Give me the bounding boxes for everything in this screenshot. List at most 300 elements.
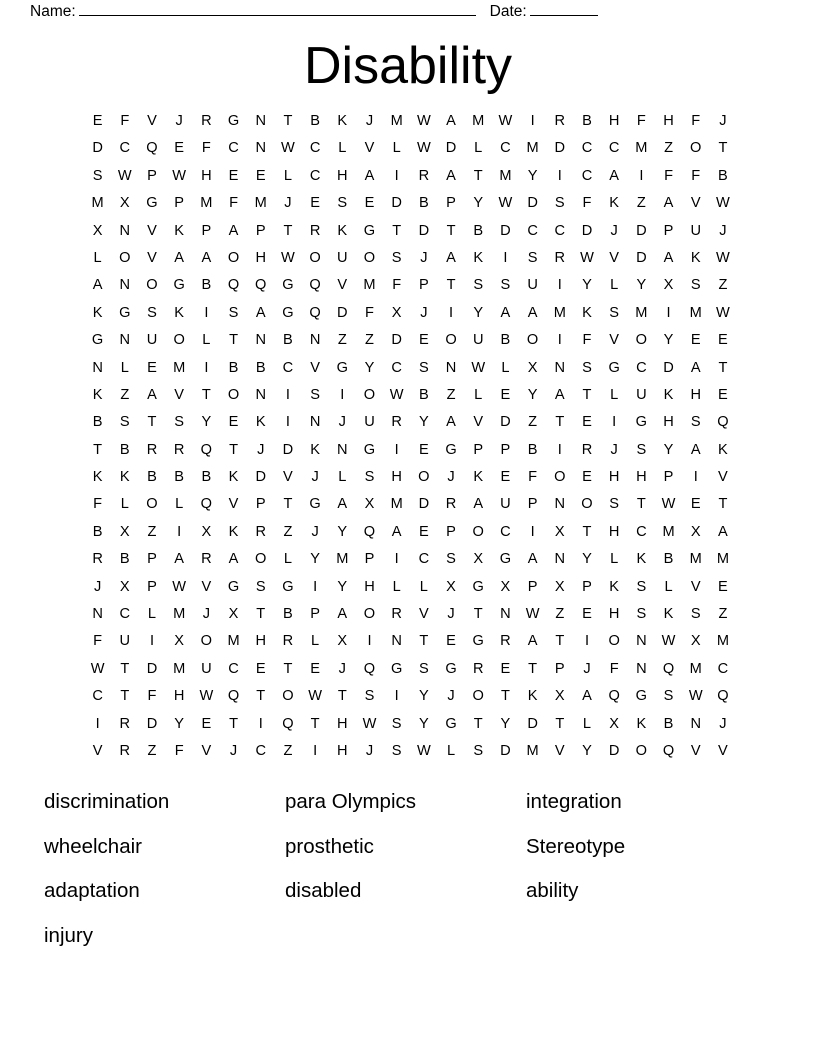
grid-letter[interactable]: B [255,359,266,376]
grid-letter[interactable]: O [227,249,240,266]
grid-letter[interactable]: E [718,578,728,595]
grid-letter[interactable]: J [338,414,346,431]
grid-letter[interactable]: D [337,304,348,321]
grid-letter[interactable]: P [527,496,538,513]
grid-letter[interactable]: A [527,633,538,650]
grid-letter[interactable]: D [500,742,511,759]
grid-letter[interactable]: T [582,523,592,540]
grid-letter[interactable]: I [557,441,562,458]
grid-letter[interactable]: R [119,715,131,732]
grid-letter[interactable]: N [119,332,131,349]
grid-letter[interactable]: I [204,359,209,376]
grid-letter[interactable]: L [93,249,102,266]
grid-letter[interactable]: W [416,113,431,129]
grid-letter[interactable]: B [119,551,130,568]
grid-letter[interactable]: H [663,113,674,129]
grid-letter[interactable]: E [582,414,592,431]
grid-letter[interactable]: T [147,414,157,431]
grid-letter[interactable]: C [527,222,538,239]
grid-letter[interactable]: O [363,386,376,403]
grid-letter[interactable]: P [554,660,565,677]
grid-letter[interactable]: T [201,386,211,403]
grid-letter[interactable]: Z [147,523,157,540]
word-list-item[interactable]: disabled [285,879,362,902]
grid-letter[interactable]: H [364,578,375,595]
grid-letter[interactable]: I [557,332,562,349]
grid-letter[interactable]: D [500,222,511,239]
grid-letter[interactable]: W [716,249,730,266]
grid-letter[interactable]: O [445,332,457,349]
grid-letter[interactable]: J [93,578,102,595]
grid-letter[interactable]: V [201,578,212,595]
grid-letter[interactable]: E [174,140,185,157]
grid-letter[interactable]: C [282,359,294,376]
grid-letter[interactable]: G [146,195,158,212]
grid-letter[interactable]: Y [418,414,429,431]
grid-letter[interactable]: Y [582,742,592,759]
grid-letter[interactable]: W [416,742,431,759]
grid-letter[interactable]: B [418,386,429,403]
grid-letter[interactable]: C [391,359,402,376]
grid-letter[interactable]: Y [418,715,429,732]
grid-letter[interactable]: W [308,688,322,705]
grid-letter[interactable]: Z [337,332,347,349]
grid-letter[interactable]: A [609,167,620,184]
grid-letter[interactable]: I [449,304,454,321]
grid-letter[interactable]: E [255,660,266,677]
grid-letter[interactable]: W [117,167,132,184]
grid-letter[interactable]: B [174,469,185,486]
grid-letter[interactable]: A [228,551,239,568]
grid-letter[interactable]: T [473,606,483,623]
grid-letter[interactable]: A [337,496,348,513]
grid-letter[interactable]: J [420,249,428,266]
grid-letter[interactable]: T [636,496,646,513]
grid-letter[interactable]: T [283,222,293,239]
grid-letter[interactable]: T [473,715,483,732]
grid-letter[interactable]: N [636,660,647,677]
grid-letter[interactable]: Y [364,359,375,376]
grid-letter[interactable]: E [92,113,103,129]
grid-letter[interactable]: V [554,742,565,759]
grid-letter[interactable]: R [391,414,402,431]
grid-letter[interactable]: A [473,496,484,513]
grid-letter[interactable]: W [471,359,486,376]
word-search-grid[interactable] [84,108,736,765]
grid-letter[interactable]: F [201,140,211,157]
grid-letter[interactable]: J [257,441,265,458]
grid-letter[interactable]: R [282,633,294,650]
grid-letter[interactable]: C [119,606,131,623]
grid-letter[interactable]: G [282,277,294,294]
grid-letter[interactable]: A [337,606,348,623]
grid-letter[interactable]: B [310,113,320,129]
grid-letter[interactable]: T [718,140,728,157]
grid-letter[interactable]: W [716,304,730,321]
grid-letter[interactable]: Z [636,195,646,212]
grid-letter[interactable]: W [716,195,730,212]
grid-letter[interactable]: Q [309,304,321,321]
grid-letter[interactable]: P [663,222,674,239]
grid-letter[interactable]: J [229,742,238,759]
grid-letter[interactable]: Y [473,195,484,212]
grid-letter[interactable]: Q [255,277,267,294]
grid-letter[interactable]: P [255,496,266,513]
grid-letter[interactable]: X [554,523,565,540]
grid-letter[interactable]: K [92,386,103,403]
grid-letter[interactable]: D [636,249,647,266]
grid-letter[interactable]: W [172,167,187,184]
grid-letter[interactable]: M [689,660,702,677]
grid-letter[interactable]: O [255,551,267,568]
grid-letter[interactable]: G [282,304,294,321]
grid-letter[interactable]: Y [636,277,647,294]
grid-letter[interactable]: G [472,578,484,595]
grid-letter[interactable]: W [525,606,540,623]
grid-letter[interactable]: G [472,633,484,650]
grid-letter[interactable]: L [338,140,347,157]
grid-letter[interactable]: X [337,633,348,650]
grid-letter[interactable]: I [639,167,644,184]
grid-letter[interactable]: X [201,523,212,540]
grid-letter[interactable]: N [500,606,511,623]
grid-letter[interactable]: S [310,386,320,403]
grid-letter[interactable]: C [418,551,430,568]
grid-letter[interactable]: G [363,222,376,239]
grid-letter[interactable]: N [391,633,402,650]
grid-letter[interactable]: E [582,469,592,486]
grid-letter[interactable]: L [338,469,347,486]
grid-letter[interactable]: E [228,414,239,431]
grid-letter[interactable]: F [93,633,103,650]
grid-letter[interactable]: V [690,742,701,759]
grid-letter[interactable]: O [526,332,539,349]
grid-letter[interactable]: O [635,332,648,349]
grid-letter[interactable]: E [718,386,728,403]
word-list-item[interactable]: discrimination [44,790,170,813]
word-list-item[interactable]: injury [44,923,93,947]
grid-letter[interactable]: Q [608,688,620,705]
grid-letter[interactable]: M [363,277,376,294]
grid-letter[interactable]: M [173,606,186,623]
grid-letter[interactable]: L [120,496,129,513]
grid-letter[interactable]: E [310,195,320,212]
grid-letter[interactable]: E [418,332,429,349]
grid-letter[interactable]: B [500,332,511,349]
grid-letter[interactable]: G [635,414,648,431]
grid-letter[interactable]: I [666,304,671,321]
grid-letter[interactable]: D [663,359,674,376]
grid-letter[interactable]: L [582,715,592,732]
grid-letter[interactable]: P [582,578,592,595]
grid-letter[interactable]: D [554,140,566,157]
grid-letter[interactable]: D [146,715,158,732]
grid-letter[interactable]: S [391,742,402,759]
grid-letter[interactable]: L [120,359,129,376]
grid-letter[interactable]: O [146,277,158,294]
grid-letter[interactable]: T [500,688,510,705]
grid-letter[interactable]: S [391,249,402,266]
grid-letter[interactable]: L [392,578,401,595]
grid-letter[interactable]: R [255,523,266,540]
grid-letter[interactable]: R [391,606,402,623]
grid-letter[interactable]: R [500,633,511,650]
grid-letter[interactable]: K [690,249,701,266]
grid-letter[interactable]: J [719,222,727,239]
grid-letter[interactable]: L [446,742,456,759]
grid-letter[interactable]: K [92,304,103,321]
grid-letter[interactable]: O [472,688,484,705]
grid-letter[interactable]: D [500,414,511,431]
grid-letter[interactable]: K [527,688,538,705]
grid-letter[interactable]: T [229,441,238,458]
grid-letter[interactable]: Y [582,551,592,568]
grid-letter[interactable]: I [313,742,318,759]
grid-letter[interactable]: E [147,359,157,376]
grid-letter[interactable]: U [119,633,131,650]
grid-letter[interactable]: N [309,414,321,431]
grid-letter[interactable]: W [389,386,404,403]
grid-letter[interactable]: O [690,140,702,157]
grid-letter[interactable]: E [500,660,511,677]
grid-letter[interactable]: J [338,660,346,677]
grid-letter[interactable]: M [689,551,702,568]
grid-letter[interactable]: I [503,249,508,266]
grid-letter[interactable]: N [119,277,131,294]
grid-letter[interactable]: S [473,742,484,759]
grid-letter[interactable]: T [229,332,238,349]
grid-letter[interactable]: C [92,688,103,705]
grid-letter[interactable]: Y [663,441,674,458]
grid-letter[interactable]: M [553,304,566,321]
grid-letter[interactable]: L [283,167,292,184]
grid-letter[interactable]: I [313,578,318,595]
grid-letter[interactable]: S [663,688,674,705]
grid-letter[interactable]: R [554,113,566,129]
grid-letter[interactable]: L [474,386,483,403]
grid-letter[interactable]: C [581,140,593,157]
grid-letter[interactable]: R [146,441,158,458]
grid-letter[interactable]: X [500,578,511,595]
grid-letter[interactable]: S [554,195,565,212]
grid-letter[interactable]: M [254,195,267,212]
grid-letter[interactable]: O [472,523,484,540]
grid-letter[interactable]: M [635,140,648,157]
grid-letter[interactable]: Y [663,332,674,349]
grid-letter[interactable]: V [609,332,620,349]
grid-letter[interactable]: J [311,469,319,486]
grid-letter[interactable]: W [281,140,295,157]
grid-letter[interactable]: O [418,469,430,486]
grid-letter[interactable]: T [120,688,130,705]
grid-letter[interactable]: O [146,496,158,513]
grid-letter[interactable]: M [173,660,186,677]
word-list-item[interactable]: wheelchair [44,834,142,858]
grid-letter[interactable]: Q [717,688,729,705]
grid-letter[interactable]: P [201,222,212,239]
grid-letter[interactable]: S [147,304,157,321]
grid-letter[interactable]: B [418,195,429,212]
grid-letter[interactable]: X [119,523,130,540]
grid-letter[interactable]: H [173,688,185,705]
grid-letter[interactable]: J [420,304,428,321]
grid-letter[interactable]: E [582,606,592,623]
grid-letter[interactable]: L [175,496,184,513]
grid-letter[interactable]: H [608,113,620,129]
grid-letter[interactable]: M [716,551,729,568]
grid-letter[interactable]: Q [282,715,294,732]
name-write-line[interactable] [79,2,476,16]
grid-letter[interactable]: B [473,222,484,239]
grid-letter[interactable]: O [635,742,648,759]
grid-letter[interactable]: R [201,113,212,129]
grid-letter[interactable]: J [447,606,455,623]
grid-letter[interactable]: H [337,715,348,732]
grid-letter[interactable]: V [283,469,293,486]
grid-letter[interactable]: S [337,195,348,212]
grid-letter[interactable]: T [555,414,565,431]
grid-letter[interactable]: V [310,359,320,376]
grid-letter[interactable]: C [119,140,131,157]
grid-letter[interactable]: N [92,606,103,623]
grid-letter[interactable]: F [528,469,538,486]
grid-letter[interactable]: T [555,633,565,650]
grid-letter[interactable]: I [95,715,100,732]
grid-letter[interactable]: O [608,633,620,650]
grid-letter[interactable]: G [390,660,403,677]
grid-letter[interactable]: E [255,167,266,184]
grid-letter[interactable]: P [364,551,375,568]
grid-letter[interactable]: O [363,249,376,266]
grid-letter[interactable]: C [500,140,511,157]
grid-letter[interactable]: W [498,195,513,212]
grid-letter[interactable]: U [636,386,647,403]
grid-letter[interactable]: A [92,277,103,294]
grid-letter[interactable]: Q [309,277,321,294]
grid-letter[interactable]: B [718,167,728,184]
grid-letter[interactable]: G [119,304,131,321]
grid-letter[interactable]: A [255,304,266,321]
grid-letter[interactable]: T [446,222,456,239]
grid-letter[interactable]: J [583,660,591,677]
grid-letter[interactable]: F [229,195,238,212]
grid-letter[interactable]: Y [337,523,348,540]
grid-letter[interactable]: V [718,469,728,486]
grid-letter[interactable]: G [309,496,321,513]
grid-letter[interactable]: Z [718,277,728,294]
grid-letter[interactable]: K [609,195,620,212]
grid-letter[interactable]: Y [473,304,484,321]
grid-letter[interactable]: W [661,633,676,650]
grid-letter[interactable]: N [554,359,566,376]
grid-letter[interactable]: J [610,222,618,239]
grid-letter[interactable]: S [228,304,239,321]
grid-letter[interactable]: F [609,660,619,677]
grid-letter[interactable]: N [445,359,457,376]
grid-letter[interactable]: J [719,113,727,129]
grid-letter[interactable]: F [664,167,673,184]
grid-letter[interactable]: X [119,195,130,212]
grid-letter[interactable]: S [418,359,429,376]
grid-letter[interactable]: D [146,660,158,677]
grid-letter[interactable]: S [473,277,484,294]
grid-letter[interactable]: S [500,277,511,294]
grid-letter[interactable]: H [255,633,266,650]
grid-letter[interactable]: Q [227,277,240,294]
grid-letter[interactable]: K [174,222,185,239]
grid-letter[interactable]: M [499,167,512,184]
grid-letter[interactable]: Q [200,441,213,458]
grid-letter[interactable]: S [119,414,130,431]
grid-letter[interactable]: D [391,332,402,349]
grid-letter[interactable]: I [204,304,209,321]
grid-letter[interactable]: A [391,523,402,540]
grid-letter[interactable]: L [147,606,157,623]
grid-letter[interactable]: P [418,277,429,294]
grid-letter[interactable]: E [418,523,429,540]
grid-letter[interactable]: W [90,660,105,677]
grid-letter[interactable]: R [418,167,430,184]
grid-letter[interactable]: O [227,386,240,403]
grid-letter[interactable]: L [610,277,619,294]
grid-letter[interactable]: U [690,222,701,239]
grid-letter[interactable]: E [500,386,511,403]
grid-letter[interactable]: E [690,496,701,513]
grid-letter[interactable]: O [282,688,294,705]
grid-letter[interactable]: A [364,167,375,184]
grid-letter[interactable]: S [364,688,375,705]
grid-letter[interactable]: G [227,578,240,595]
grid-letter[interactable]: I [612,414,617,431]
grid-letter[interactable]: T [419,633,429,650]
grid-letter[interactable]: B [663,551,674,568]
grid-letter[interactable]: X [119,578,130,595]
grid-letter[interactable]: C [309,140,321,157]
grid-letter[interactable]: S [690,606,701,623]
grid-letter[interactable]: D [608,742,620,759]
grid-letter[interactable]: L [202,332,211,349]
grid-letter[interactable]: T [582,386,592,403]
grid-letter[interactable]: F [392,277,402,294]
grid-letter[interactable]: K [255,414,266,431]
grid-letter[interactable]: D [418,222,430,239]
grid-letter[interactable]: T [120,660,130,677]
grid-letter[interactable]: X [690,523,701,540]
grid-letter[interactable]: V [147,113,157,129]
grid-letter[interactable]: E [201,715,212,732]
grid-letter[interactable]: A [147,386,157,403]
grid-letter[interactable]: T [718,496,728,513]
grid-letter[interactable]: F [174,742,184,759]
grid-letter[interactable]: M [689,304,702,321]
grid-letter[interactable]: P [255,222,266,239]
grid-letter[interactable]: D [527,195,538,212]
grid-letter[interactable]: C [228,140,239,157]
grid-letter[interactable]: I [394,551,399,568]
grid-letter[interactable]: X [174,633,185,650]
grid-letter[interactable]: V [147,222,157,239]
word-list-item[interactable]: prosthetic [285,834,374,858]
grid-letter[interactable]: C [717,660,729,677]
grid-letter[interactable]: K [337,113,348,129]
grid-letter[interactable]: R [201,551,212,568]
grid-letter[interactable]: H [255,249,266,266]
grid-letter[interactable]: A [201,249,212,266]
word-list-item[interactable]: ability [526,879,579,902]
grid-letter[interactable]: X [527,359,538,376]
grid-letter[interactable]: A [446,167,456,184]
grid-letter[interactable]: Z [718,606,728,623]
